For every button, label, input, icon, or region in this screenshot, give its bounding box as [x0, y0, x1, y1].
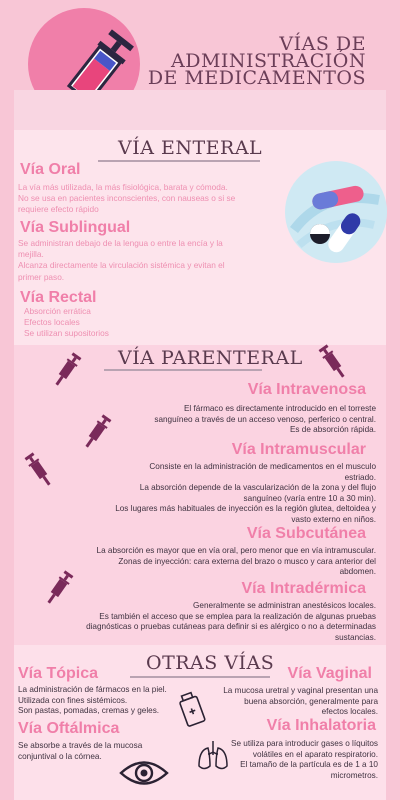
heading-via-intradermica: Vía Intradérmica: [241, 580, 366, 597]
section-title-enteral: VÍA ENTERAL: [118, 137, 263, 159]
text-via-intradermica: Generalmente se administran anestésicos locales. Es también el acceso que se emplea para la realización de algunas pruebas diagnósticas o pruebas cutáneas para definir si es alérgico o no a determinadas sustancias.: [86, 601, 376, 642]
heading-via-intramuscular: Vía Intramuscular: [231, 441, 366, 458]
text-via-intramuscular: Consiste en la administración de medicamentos en el musculo estriado. La absorción depende de la vascularización de la zona y del flujo sanguíneo (varía entre 10 a 30 min). Los lugares más habituales de inyección es la región glutea, deltoidea y vasto externo en niños.: [115, 462, 376, 524]
heading-via-oral: Vía Oral: [20, 161, 81, 178]
text-via-oral: La vía más utilizada, la más fisiológica, barata y cómoda. No se usa en pacientes inconscientes, con nauseas o si se requiere efecto rápido: [18, 182, 236, 215]
divider: [104, 369, 262, 371]
text-via-inhalatoria: Se utiliza para introducir gases o líquitos volátiles en el aparato respiratorio. El tamaño de la partícula es de 1 a 10 micrometros.: [231, 739, 378, 780]
heading-via-rectal: Vía Rectal: [20, 289, 97, 306]
syringe-icon: [44, 568, 74, 608]
heading-via-subcutanea: Vía Subcutánea: [246, 525, 366, 542]
syringe-icon: [52, 350, 82, 390]
divider: [130, 676, 270, 678]
heading-via-oftalmica: Vía Oftálmica: [18, 720, 120, 737]
section-title-parenteral: VÍA PARENTERAL: [118, 347, 303, 369]
text-via-topica: La administración de fármacos en la piel. Utilizada con fines sistémicos. Son pastas, pomadas, cremas y geles.: [18, 685, 167, 716]
heading-via-inhalatoria: Vía Inhalatoria: [266, 717, 376, 734]
syringe-icon: [24, 450, 54, 490]
text-via-vaginal: La mucosa uretral y vaginal presentan una buena absorción, generalmente para efectos locales.: [223, 686, 378, 717]
cream-tube-icon: [176, 690, 210, 730]
syringe-icon: [82, 412, 112, 452]
syringe-icon: [318, 342, 348, 382]
lungs-icon: [196, 738, 230, 774]
eye-icon: [118, 754, 170, 792]
divider: [98, 160, 260, 162]
heading-via-intravenosa: Vía Intravenosa: [247, 381, 366, 398]
heading-via-topica: Vía Tópica: [18, 665, 99, 682]
heading-via-vaginal: Vía Vaginal: [287, 665, 372, 682]
section-title-otras: OTRAS VÍAS: [146, 652, 275, 674]
text-via-rectal: Absorción errática Efectos locales Se utilizan supositorios: [24, 306, 109, 339]
text-via-subcutanea: La absorción es mayor que en vía oral, pero menor que en vía intramuscular. Zonas de inyección: cara externa del brazo o musco y cara anterior del abdomen.: [96, 546, 376, 577]
capsule-icon: [284, 160, 388, 264]
text-via-intravenosa: El fármaco es directamente introducido en el torreste sanguíneo a través de un acceso venoso, perferico o central. Es de absorción rápida.: [154, 404, 376, 435]
text-via-sublingual: Se administran debajo de la lengua o entre la encía y la mejilla. Alcanza directamente la virculación sistémica y evitan el primer paso.: [18, 238, 225, 282]
heading-via-sublingual: Vía Sublingual: [20, 219, 131, 236]
page-title: VÍAS DE ADMINISTRACIÓN DE MEDICAMENTOS: [147, 33, 366, 89]
text-via-oftalmica: Se absorbe a través de la mucosa conjuntival o la córnea.: [18, 741, 143, 761]
